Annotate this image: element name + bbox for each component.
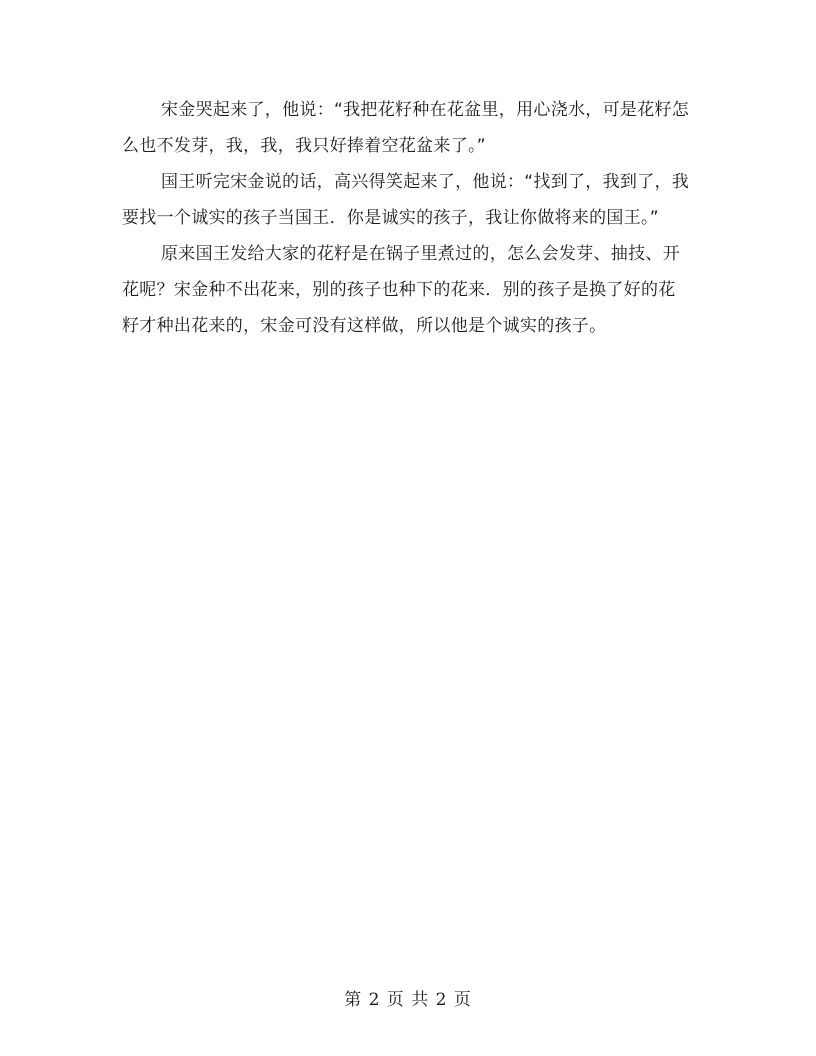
page-number-footer: 第 2 页 共 2 页 bbox=[344, 990, 472, 1010]
body-text bbox=[122, 92, 692, 344]
paragraph-1: 宋金哭起来了，他说：“我把花籽种在花盆里，用心浇水，可是花籽怎么也不发芽，我，我，我只好捧着空花盆来了。” bbox=[122, 100, 690, 156]
paragraph-2: 国王听完宋金说的话，高兴得笑起来了，他说：“找到了，我到了，我要找一个诚实的孩子当国王．你是诚实的孩子，我让你做将来的国王。” bbox=[122, 172, 690, 228]
paragraph-3: 原来国王发给大家的花籽是在锅子里煮过的，怎么会发芽、抽技、开花呢？宋金种不出花来，别的孩子也种下的花来．别的孩子是换了好的花籽才种出花来的，宋金可没有这样做，所以他是个诚实的孩子。 bbox=[122, 244, 680, 336]
